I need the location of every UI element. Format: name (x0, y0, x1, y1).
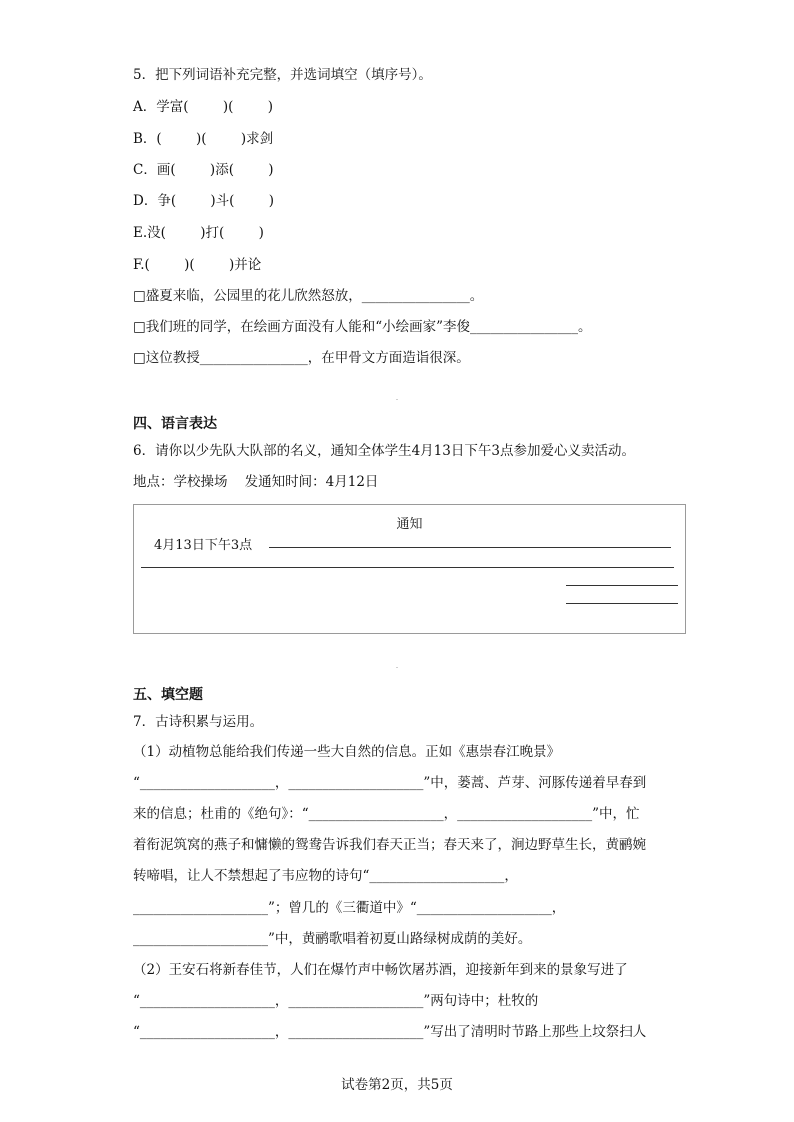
scan-dot (396, 667, 398, 668)
q7-part1-line7: ____________________”中，黄鹂歌唱着初夏山路绿树成荫的美好。 (133, 931, 532, 947)
q5-option-e: E.没( )打( ) (133, 225, 264, 241)
q7-part1-line4: 着衔泥筑窝的燕子和慵懒的鸳鸯告诉我们春天正当；春天来了，涧边野草生长，黄鹂婉 (133, 837, 646, 853)
notice-blank-line-2[interactable] (141, 567, 674, 568)
q5-option-a: A．学富( )( ) (133, 99, 273, 115)
q5-sentence-2: □我们班的同学，在绘画方面没有人能和“小绘画家”李俊________________。 (133, 319, 592, 335)
notice-signature-line[interactable] (566, 585, 678, 586)
section-4-heading: 四、语言表达 (133, 416, 217, 432)
q7-part2-line1: （2）王安石将新春佳节，人们在爆竹声中畅饮屠苏酒，迎接新年到来的景象写进了 (133, 962, 628, 978)
q5-option-d: D．争( )斗( ) (133, 193, 275, 209)
q5-title: 5．把下列词语补充完整，并选词填空（填序号）。 (133, 67, 432, 83)
q7-part1-line1: （1）动植物总能给我们传递一些大自然的信息。正如《惠崇春江晚景》 (133, 744, 561, 760)
notice-answer-box (133, 504, 686, 634)
q7-part1-line2: “____________________，____________________”中，蒌蒿、芦芽、河豚传递着早春到 (133, 775, 647, 791)
notice-title: 通知 (396, 517, 423, 532)
q7-part1-line6: ____________________”；曾几的《三衢道中》“____________________， (133, 900, 566, 916)
q6-info: 地点：学校操场 发通知时间：4月12日 (133, 474, 379, 490)
q7-title: 7．古诗积累与运用。 (133, 714, 264, 730)
q6-prompt: 6．请你以少先队大队部的名义，通知全体学生4月13日下午3点参加爱心义卖活动。 (133, 443, 635, 459)
q5-sentence-1: □盛夏来临，公园里的花儿欣然怒放，________________。 (133, 288, 484, 304)
notice-blank-line-1[interactable] (269, 547, 671, 548)
q7-part1-line5: 转啼唱，让人不禁想起了韦应物的诗句“____________________， (133, 868, 518, 884)
section-5-heading: 五、填空题 (133, 687, 203, 703)
q7-part1-line3: 来的信息；杜甫的《绝句》：“____________________，____________________”中，忙 (133, 806, 640, 822)
page-footer: 试卷第2页，共5页 (341, 1077, 453, 1093)
q7-part2-line2: “____________________，____________________”两句诗中；杜牧的 (133, 993, 539, 1009)
notice-date-label: 4月13日下午3点 (154, 538, 253, 553)
q5-sentence-3: □这位教授________________，在甲骨文方面造诣很深。 (133, 350, 470, 366)
q5-option-b: B．( )( )求剑 (133, 131, 274, 147)
q5-option-f: F.( )( )并论 (133, 257, 262, 273)
notice-date-line[interactable] (566, 603, 678, 604)
q7-part2-line3: “____________________，____________________”写出了清明时节路上那些上坟祭扫人 (133, 1024, 647, 1040)
q5-option-c: C．画( )添( ) (133, 162, 274, 178)
scan-dot (396, 399, 398, 400)
